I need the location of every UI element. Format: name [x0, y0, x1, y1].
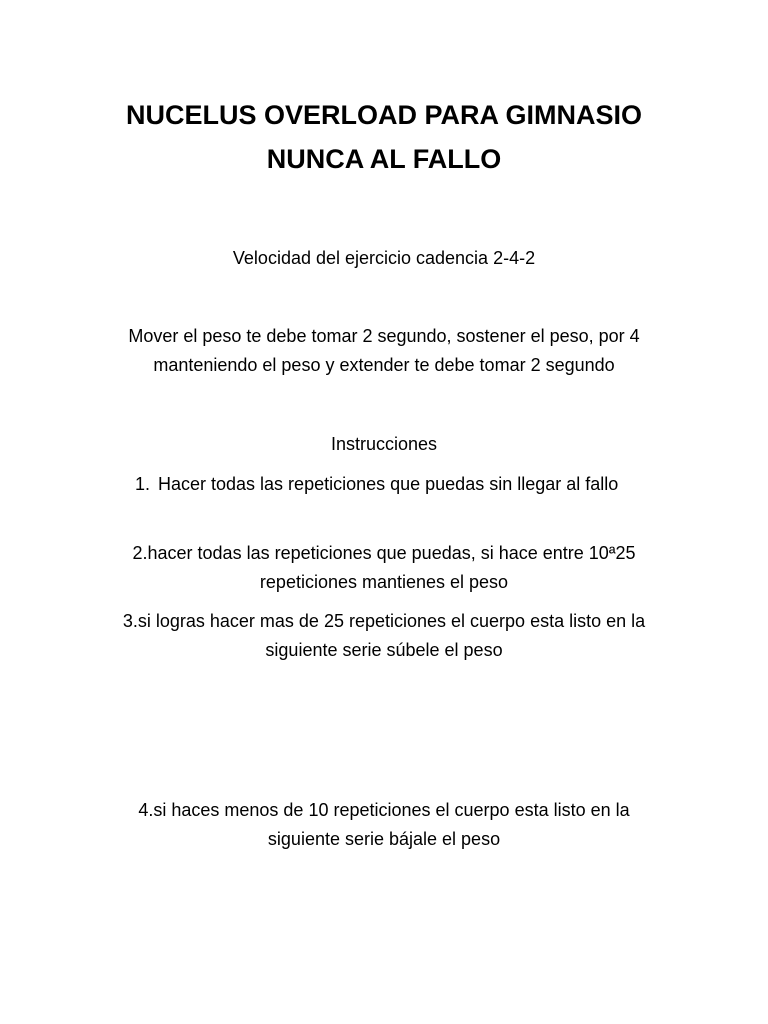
title-line-1: NUCELUS OVERLOAD PARA GIMNASIO [125, 100, 643, 130]
step-2-line-1: 2.hacer todas las repeticiones que puedas, si hace entre 10ª25 [132, 543, 636, 563]
step-4-line-1: 4.si haces menos de 10 repeticiones el cuerpo esta listo en la [138, 800, 630, 820]
step-1-text: Hacer todas las repeticiones que puedas sin llegar al fallo [158, 474, 619, 494]
cadence-subtitle [0, 244, 768, 273]
instructions-heading-text: Instrucciones [330, 434, 438, 454]
description-line-1: Mover el peso te debe tomar 2 segundo, sostener el peso, por 4 [128, 326, 640, 346]
document-title [0, 93, 768, 181]
step-1-number: 1. [135, 474, 151, 494]
title-line-2: NUNCA AL FALLO [266, 144, 502, 174]
instruction-step-1 [135, 470, 695, 499]
instruction-step-4 [0, 796, 768, 854]
subtitle-text: Velocidad del ejercicio cadencia 2-4-2 [232, 248, 536, 268]
step-4-line-2: siguiente serie bájale el peso [267, 829, 501, 849]
step-3-line-2: siguiente serie súbele el peso [265, 640, 503, 660]
step-2-line-2: repeticiones mantienes el peso [259, 572, 509, 592]
description-line-2: manteniendo el peso y extender te debe tomar 2 segundo [153, 355, 615, 375]
instruction-step-3 [0, 607, 768, 665]
cadence-description [0, 322, 768, 380]
step-3-line-1: 3.si logras hacer mas de 25 repeticiones el cuerpo esta listo en la [122, 611, 646, 631]
instructions-heading [0, 430, 768, 459]
instruction-step-2 [0, 539, 768, 597]
